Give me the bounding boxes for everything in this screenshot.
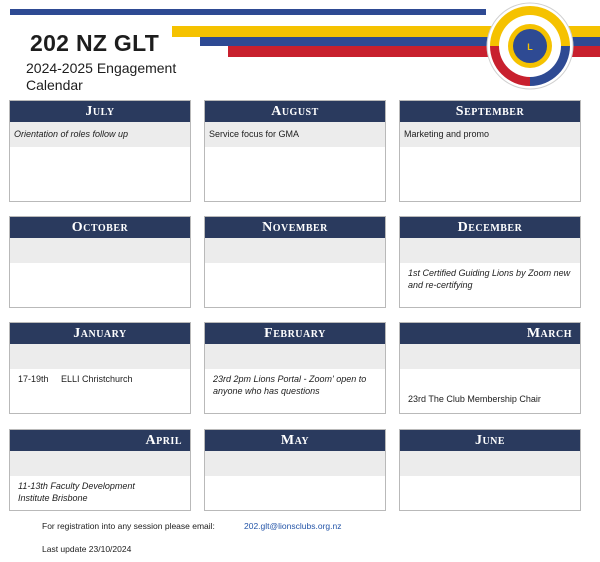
month-heading: February — [205, 323, 385, 344]
month-heading: October — [10, 217, 190, 238]
month-card-april — [9, 429, 191, 511]
month-notes: 11-13th Faculty Development Institute Brisbone — [18, 481, 135, 503]
month-notes — [10, 147, 190, 151]
month-card-august — [204, 100, 386, 202]
month-focus-band — [400, 238, 580, 263]
month-heading: January — [10, 323, 190, 344]
month-card-december — [399, 216, 581, 308]
registration-note: For registration into any session please email: — [42, 521, 215, 531]
month-focus-band: Orientation of roles follow up — [10, 122, 190, 147]
month-focus-band — [400, 344, 580, 369]
month-notes: 23rd 2pm Lions Portal - Zoom' open to anyone who has questions — [213, 374, 367, 396]
month-card-may — [204, 429, 386, 511]
subtitle-line-2: Calendar — [26, 77, 83, 93]
month-focus-band — [400, 451, 580, 476]
month-notes — [205, 147, 385, 151]
month-heading: June — [400, 430, 580, 451]
month-heading: May — [205, 430, 385, 451]
month-focus-band: Marketing and promo — [400, 122, 580, 147]
month-heading: July — [10, 101, 190, 122]
month-heading: September — [400, 101, 580, 122]
page-subtitle — [26, 60, 176, 94]
month-card-november — [204, 216, 386, 308]
month-focus-band — [10, 238, 190, 263]
month-notes — [400, 476, 580, 480]
month-card-october — [9, 216, 191, 308]
month-card-january — [9, 322, 191, 414]
month-notes — [10, 263, 190, 267]
month-focus-band — [10, 344, 190, 369]
month-heading: November — [205, 217, 385, 238]
month-card-march — [399, 322, 581, 414]
registration-email-link[interactable]: 202.glt@lionsclubs.org.nz — [244, 521, 342, 531]
month-focus-band — [10, 451, 190, 476]
month-card-june — [399, 429, 581, 511]
month-focus-band: Service focus for GMA — [205, 122, 385, 147]
month-notes — [400, 147, 580, 151]
subtitle-line-1: 2024-2025 Engagement — [26, 60, 177, 76]
month-notes: 17-19th ELLI Christchurch — [18, 374, 133, 384]
page-title: 202 NZ GLT — [30, 30, 160, 56]
month-card-september — [399, 100, 581, 202]
top-stripe-navy — [10, 9, 486, 15]
month-notes — [205, 476, 385, 480]
month-heading: December — [400, 217, 580, 238]
month-notes: 1st Certified Guiding Lions by Zoom new and re-certifying — [408, 268, 571, 290]
last-update: Last update 23/10/2024 — [42, 544, 132, 554]
month-focus-band — [205, 238, 385, 263]
month-focus-band — [205, 451, 385, 476]
svg-text:L: L — [527, 42, 533, 52]
month-heading: March — [400, 323, 580, 344]
month-notes: 23rd The Club Membership Chair — [408, 394, 541, 404]
month-heading: August — [205, 101, 385, 122]
global-action-team-logo — [486, 2, 574, 90]
month-notes — [205, 263, 385, 267]
month-heading: April — [10, 430, 190, 451]
month-card-february — [204, 322, 386, 414]
month-focus-band — [205, 344, 385, 369]
month-card-july — [9, 100, 191, 202]
